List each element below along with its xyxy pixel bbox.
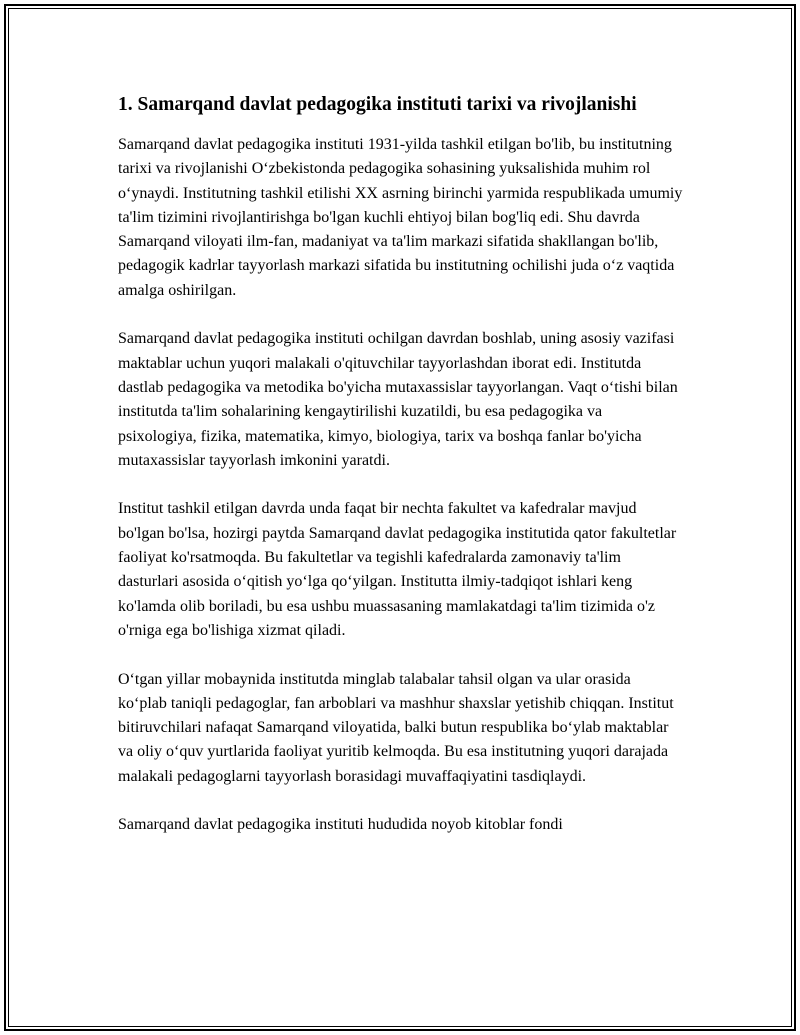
paragraph-3: Institut tashkil etilgan davrda unda faqat bir nechta fakultet va kafedralar mavjud bo'lgan bo'lsa, hozirgi paytda Samarqand davlat pedagogika institutida qator fakultetlar faoliyat ko'rsatmoqda. Bu fakultetlar va tegishli kafedralarda zamonaviy ta'lim dasturlari asosida o‘qitish yo‘lga qo‘yilgan. Institutta ilmiy-tadqiqot ishlari keng ko'lamda olib boriladi, bu esa ushbu muassasaning mamlakatdagi ta'lim tizimida o'z o'rniga ega bo'lishiga xizmat qiladi. xyxy=(118,500,677,639)
section-heading: 1. Samarqand davlat pedagogika instituti tarixi va rivojlanishi xyxy=(118,94,637,115)
paragraph-1: Samarqand davlat pedagogika instituti 1931-yilda tashkil etilgan bo'lib, bu institutning tarixi va rivojlanishi O‘zbekistonda pedagogika sohasining yuksalishida muhim rol o‘ynaydi. Institutning tashkil etilishi XX asrning birinchi yarmida respublikada umumiy ta'lim tizimini rivojlantirishga bo'lgan kuchli ehtiyoj bilan bog'liq edi. Shu davrda Samarqand viloyati ilm-fan, madaniyat va ta'lim markazi sifatida shakllangan bo'lib, pedagogik kadrlar tayyorlash markazi sifatida bu institutning ochilishi juda o‘z vaqtida amalga oshirilgan. xyxy=(118,136,683,299)
document-body xyxy=(118,93,683,862)
paragraph-5: Samarqand davlat pedagogika instituti hududida noyob kitoblar fondi xyxy=(118,816,563,834)
paragraph-2: Samarqand davlat pedagogika instituti ochilgan davrdan boshlab, uning asosiy vazifasi maktablar uchun yuqori malakali o'qituvchilar tayyorlashdan iborat edi. Institutda dastlab pedagogika va metodika bo'yicha mutaxassislar tayyorlangan. Vaqt o‘tishi bilan institutda ta'lim sohalarining kengaytirilishi kuzatildi, bu esa pedagogika va psixologiya, fizika, matematika, kimyo, biologiya, tarix va boshqa fanlar bo'yicha mutaxassislar tayyorlash imkonini yaratdi. xyxy=(118,330,678,469)
paragraph-4: O‘tgan yillar mobaynida institutda minglab talabalar tahsil olgan va ular orasida ko‘plab taniqli pedagoglar, fan arboblari va mashhur shaxslar yetishib chiqqan. Institut bitiruvchilari nafaqat Samarqand viloyatida, balki butun respublika bo‘ylab maktablar va oliy o‘quv yurtlarida faoliyat yuritib kelmoqda. Bu esa institutning yuqori darajada malakali pedagoglarni tayyorlash borasidagi muvaffaqiyatini tasdiqlaydi. xyxy=(118,670,674,785)
